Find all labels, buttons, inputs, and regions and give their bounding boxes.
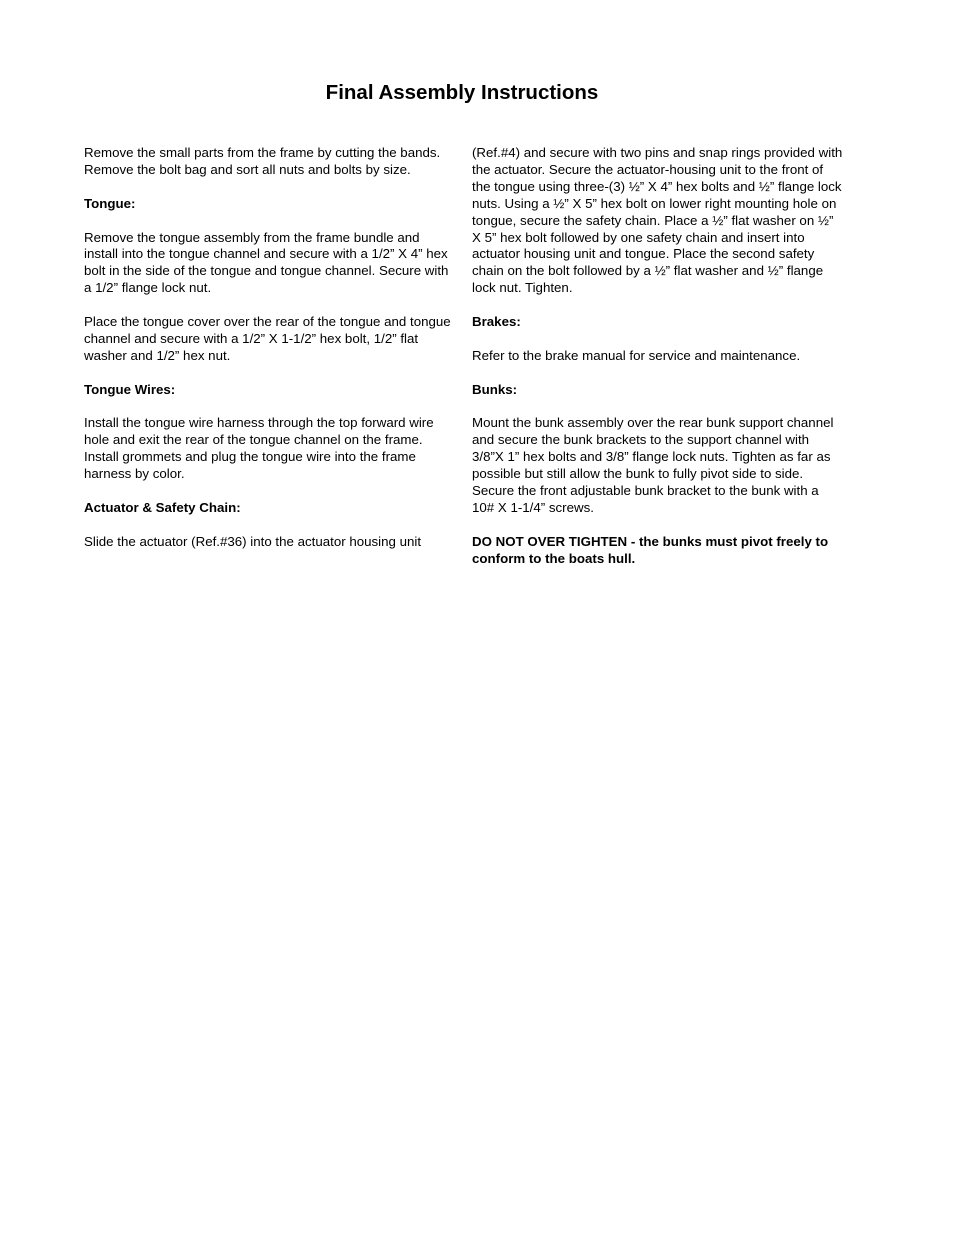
section-heading-tongue-wires: Tongue Wires:: [84, 381, 176, 397]
left-column: [84, 145, 454, 568]
actuator-paragraph-continued: (Ref.#4) and secure with two pins and snap rings provided with the actuator. Secure the actuator-housing unit to the front of the tongue using three-(3) ½” X 4” hex bolts and ½” flange lock nuts. Using a ½” X 5” hex bolt on lower right mounting hole on tongue, secure the safety chain. Place a ½” flat washer on ½” X 5” hex bolt followed by one safety chain and insert into actuator housing unit and tongue. Place the second safety chain on the bolt followed by a ½” flat washer and ½” flange lock nut. Tighten.: [472, 145, 843, 296]
section-heading-brakes: Brakes:: [472, 314, 521, 330]
tongue-paragraph-1: Remove the tongue assembly from the frame bundle and install into the tongue channel and secure with a 1/2” X 4” hex bolt in the side of the tongue and tongue channel. Secure with a 1/2” flange lock nut.: [84, 229, 449, 296]
actuator-paragraph-start: Slide the actuator (Ref.#36) into the actuator housing unit: [84, 533, 422, 549]
intro-paragraph: Remove the small parts from the frame by cutting the bands. Remove the bolt bag and sort all nuts and bolts by size.: [84, 145, 441, 177]
warning-note: DO NOT OVER TIGHTEN - the bunks must pivot freely to conform to the boats hull.: [472, 533, 829, 566]
page-title: Final Assembly Instructions: [325, 81, 599, 104]
brakes-paragraph: Refer to the brake manual for service and maintenance.: [472, 347, 801, 363]
bunks-paragraph: Mount the bunk assembly over the rear bunk support channel and secure the bunk brackets to the support channel with 3/8”X 1” hex bolts and 3/8” flange lock nuts. Tighten as far as possible but still allow the bunk to fully pivot side to side. Secure the front adjustable bunk bracket to the bunk with a 10# X 1-1/4” screws.: [472, 415, 834, 515]
section-heading-tongue: Tongue:: [84, 195, 136, 211]
section-heading-bunks: Bunks:: [472, 381, 518, 397]
section-heading-actuator: Actuator & Safety Chain:: [84, 499, 241, 515]
tongue-wires-paragraph: Install the tongue wire harness through the top forward wire hole and exit the rear of the tongue channel on the frame. Install grommets and plug the tongue wire into the frame harness by color.: [84, 415, 434, 482]
right-column: [472, 145, 844, 584]
tongue-paragraph-2: Place the tongue cover over the rear of the tongue and tongue channel and secure with a 1/2” X 1-1/2” hex bolt, 1/2” flat washer and 1/2” hex nut.: [84, 314, 451, 363]
